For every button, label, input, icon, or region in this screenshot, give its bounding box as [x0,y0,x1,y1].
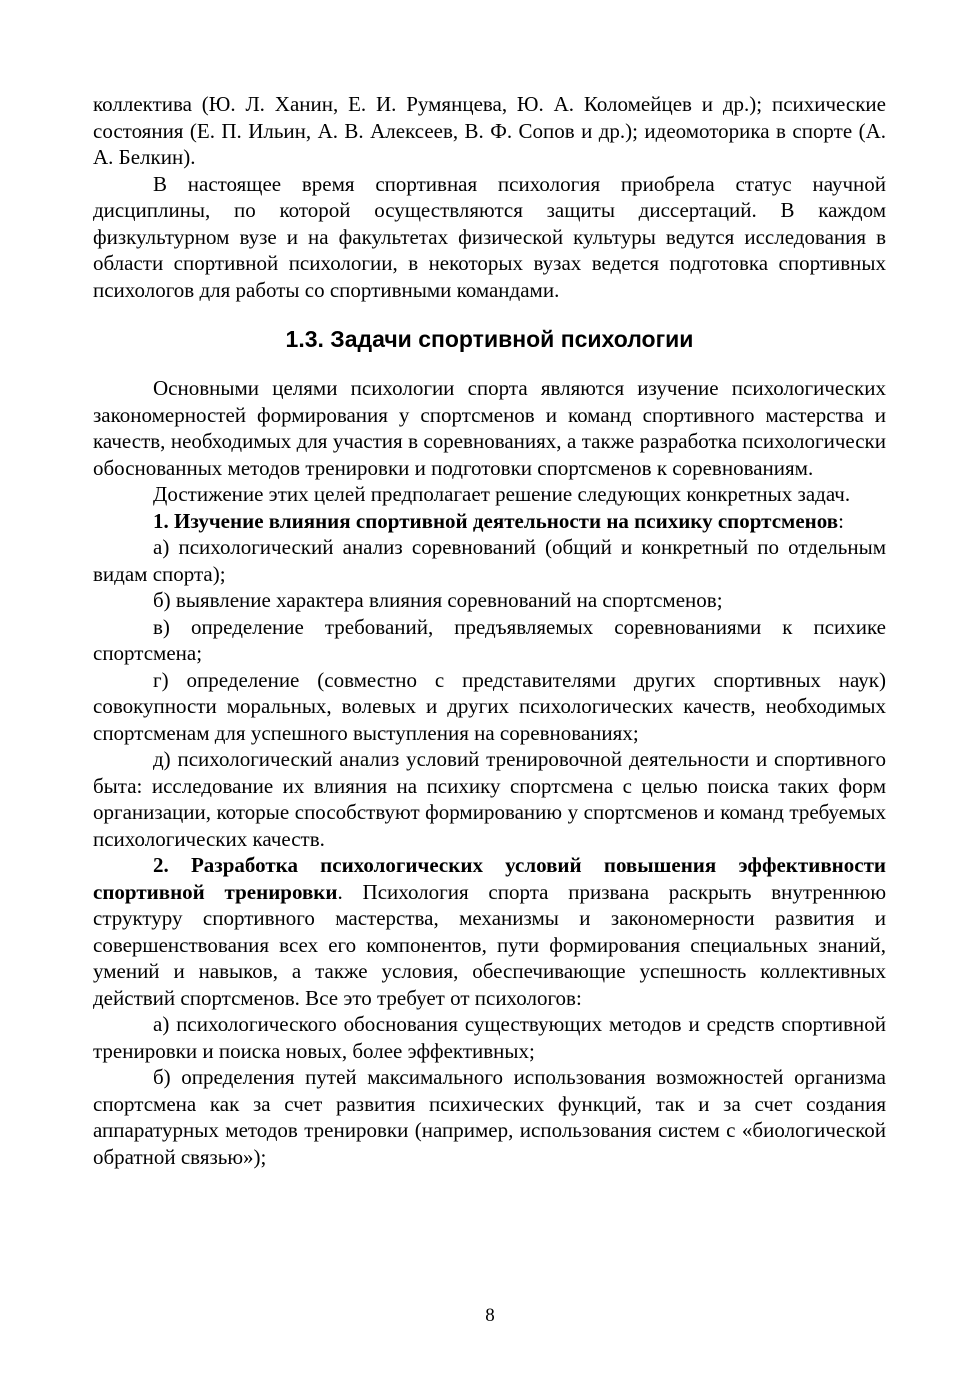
section-heading: 1.3. Задачи спортивной психологии [285,326,694,352]
task-1-item-d: г) определение (совместно с представителями других спортивных наук) совокупности моральных, волевых и других психологических качеств, необходимых спортсменам для успешного выступления на соревнованиях; [93,667,886,745]
task-1-item-c: в) определение требований, предъявляемых соревнованиями к психике спортсмена; [93,614,886,665]
task-2-body: . Психология спорта призвана раскрыть внутреннюю структуру спортивного мастерства, механизмы и закономерности развития и совершенствования всех его компонентов, пути формирования специальных знаний, умений и навыков, а также условия, обеспечивающие успешность коллективных действий спортсменов. Все это требует от психологов: [93,879,887,1010]
task-1-title: 1. Изучение влияния спортивной деятельности на психику спортсменов [153,508,839,533]
task-2-title: 2. Разработка психологических условий повышения эффективности спортивной тренировки [93,853,886,904]
task-1-item-a: а) психологический анализ соревнований (общий и конкретный по отдельным видам спорта); [93,535,886,586]
page-number: 8 [485,1305,495,1326]
paragraph-goals: Основными целями психологии спорта являются изучение психологических закономерностей формирования у спортсменов и команд спортивного мастерства и качеств, необходимых для участия в соревнованиях, а также разработка психологически обоснованных методов тренировки и подготовки спортсменов к соревнованиям. [93,376,886,480]
paragraph-tasks-intro: Достижение этих целей предполагает решение следующих конкретных задач. [153,482,851,506]
task-1-item-e: д) психологический анализ условий тренировочной деятельности и спортивного быта: исследование их влияния на психику спортсмена с целью поиска таких форм организации, которые способствуют формированию у спортсменов и команд требуемых психологических качеств. [93,747,886,851]
task-2-item-b: б) определения путей максимального использования возможностей организма спортсмена как за счет развития психических функций, так и за счет создания аппаратурных методов тренировки (например, использования систем с «биологической обратной связью»); [93,1065,886,1169]
paragraph-continuation: коллектива (Ю. Л. Ханин, Е. И. Румянцева, Ю. А. Коломейцев и др.); психические состояния (Е. П. Ильин, А. В. Алексеев, В. Ф. Сопов и др.); идеомоторика в спорте (А. А. Белкин). [93,92,886,169]
task-1-heading [93,508,886,535]
task-2-item-a: а) психологического обоснования существующих методов и средств спортивной тренировки и поиска новых, более эффективных; [93,1012,886,1063]
task-1-colon: : [838,508,844,533]
task-1-item-b: б) выявление характера влияния соревнований на спортсменов; [153,588,723,612]
paragraph-sport-psychology-status: В настоящее время спортивная психология приобрела статус научной дисциплины, по которой осуществляются защиты диссертаций. В каждом физкультурном вузе и на факультетах физической культуры ведутся исследования в области спортивной психологии, в некоторых вузах ведется подготовка спортивных психологов для работы со спортивными командами. [93,171,886,302]
task-2-paragraph [93,852,886,1011]
page-body [93,91,886,1170]
